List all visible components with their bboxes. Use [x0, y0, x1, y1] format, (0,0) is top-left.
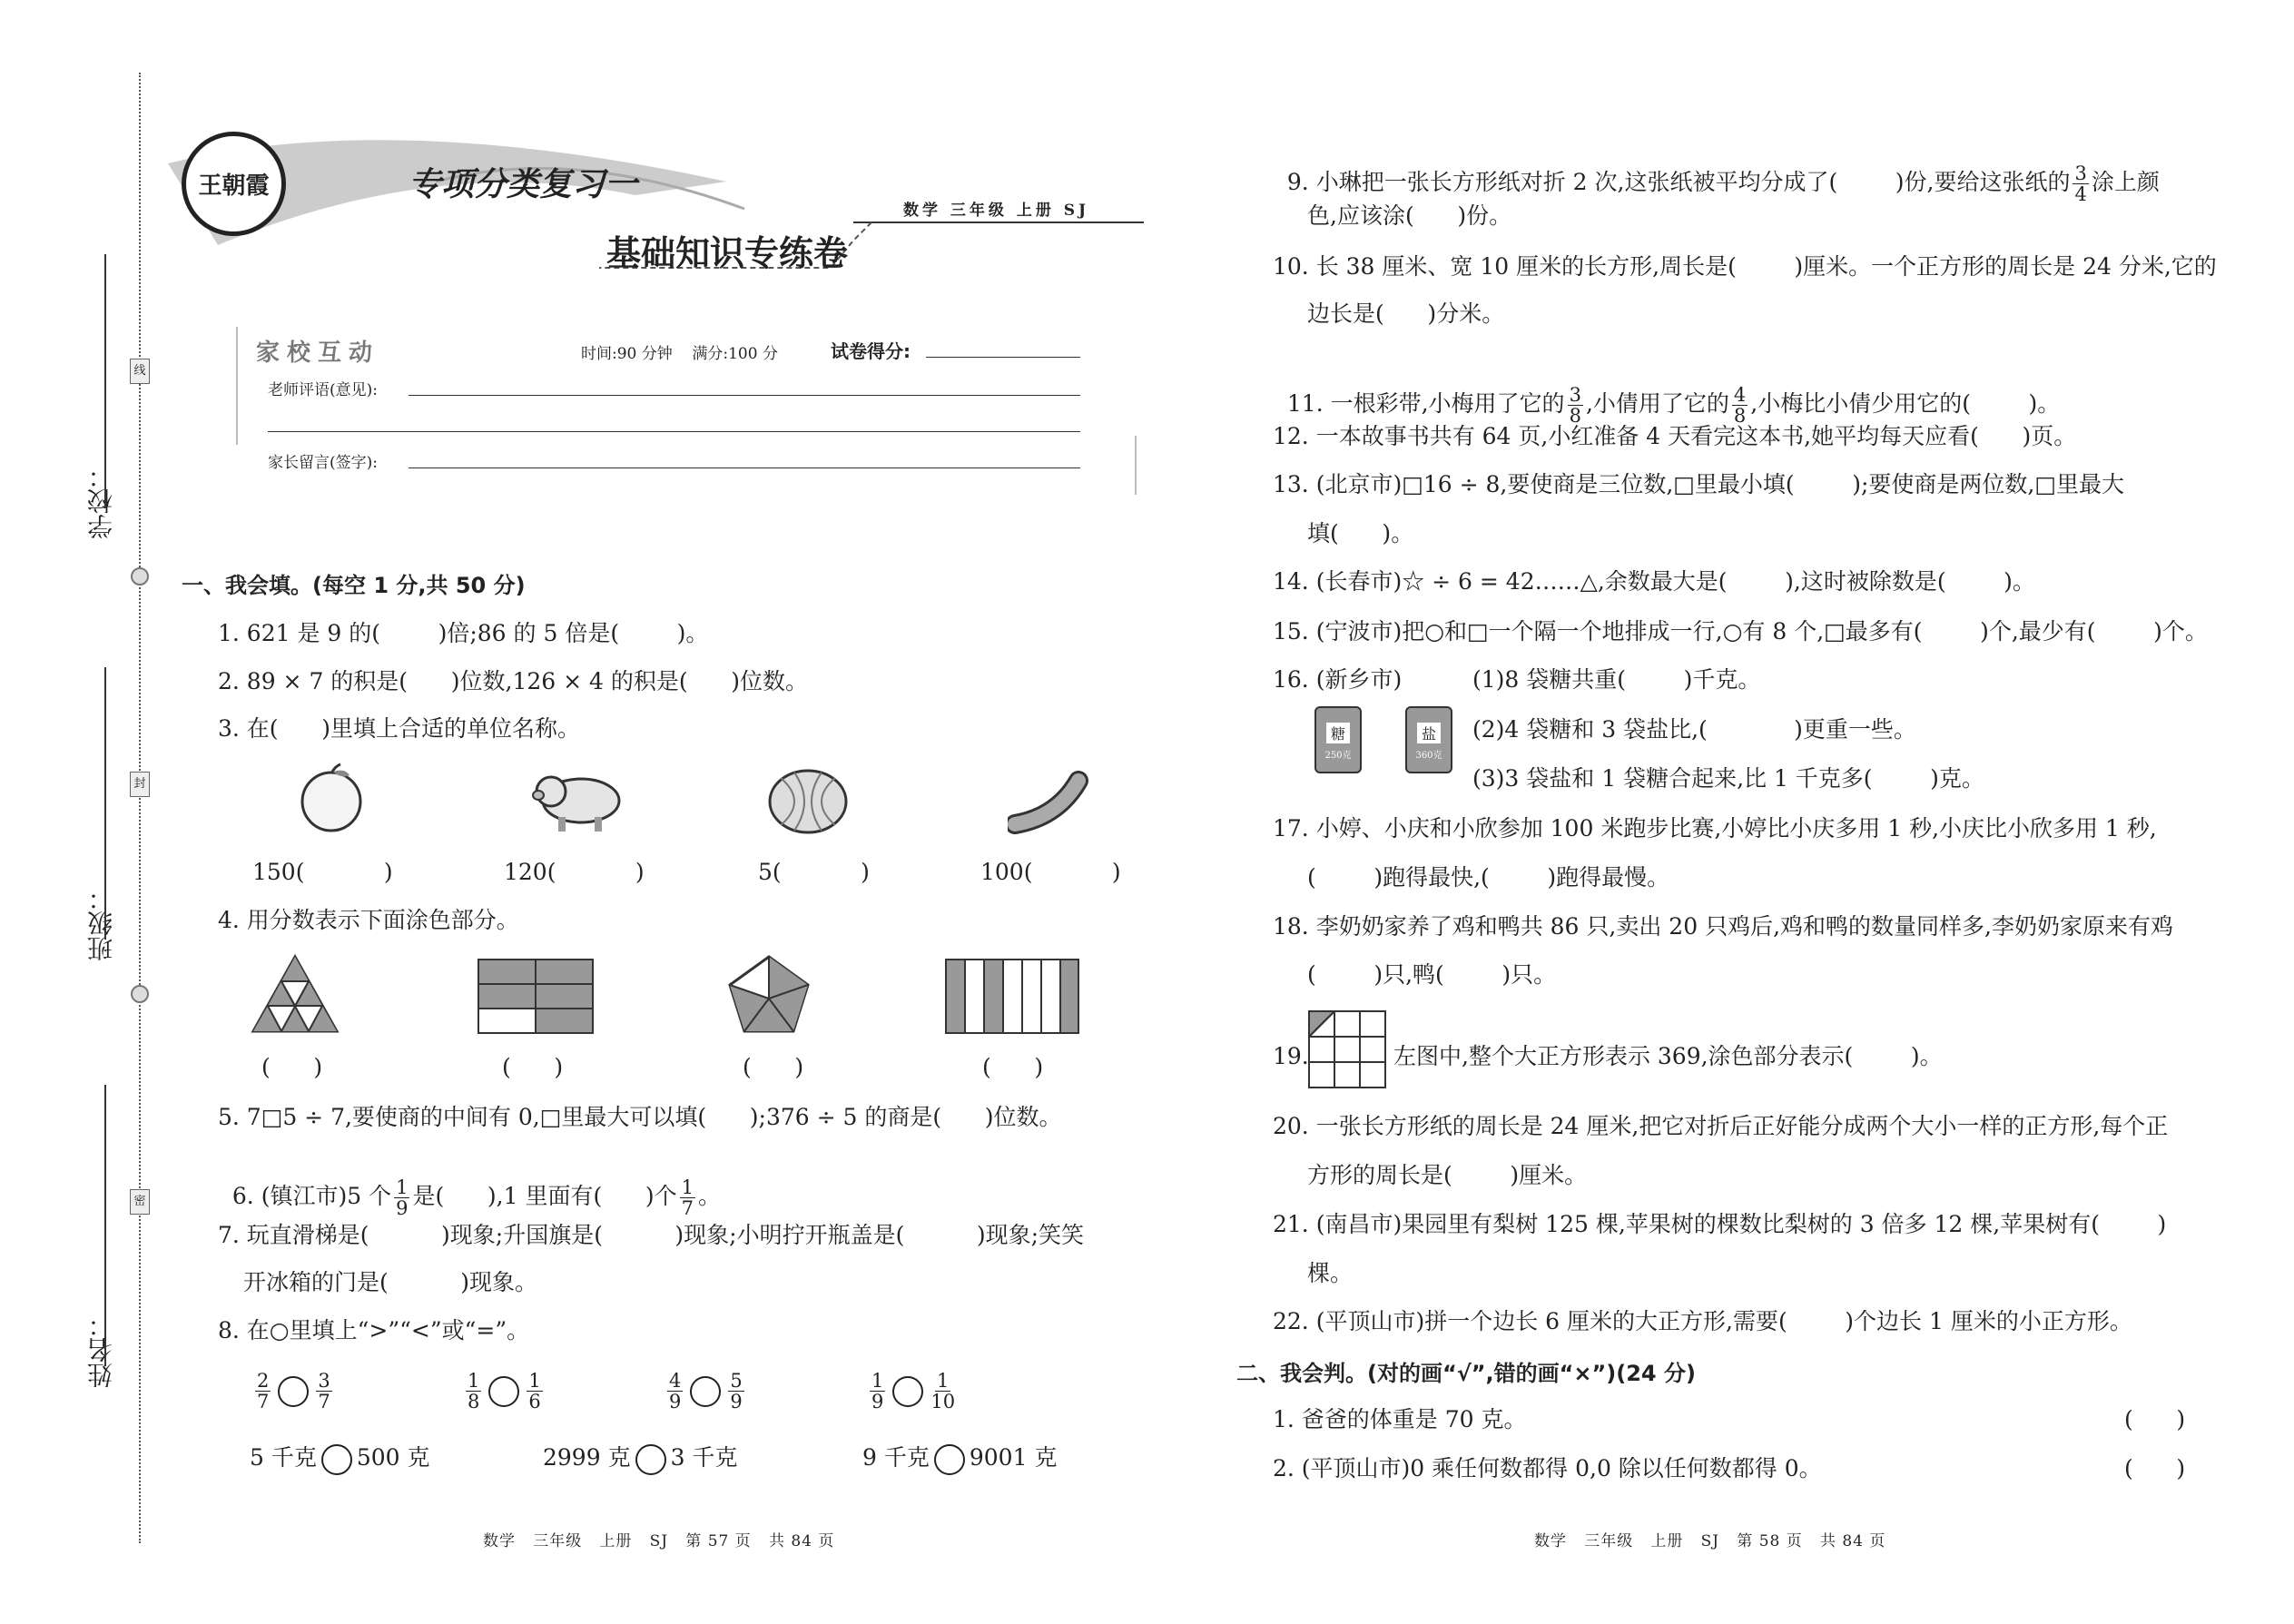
teacher-comment-line — [409, 395, 1080, 396]
watermelon-icon — [767, 767, 849, 835]
q6-text-b: 是( ),1 里面有( )个 — [412, 1183, 677, 1209]
compare-circle[interactable] — [635, 1444, 666, 1475]
question-16: 16. (新乡市) — [1273, 666, 1403, 693]
question-17a: 17. 小婷、小庆和小欣参加 100 米跑步比赛,小婷比小庆多用 1 秒,小庆比小欣多用 1 秒, — [1273, 815, 2157, 842]
question-20b: 方形的周长是( )厘米。 — [1307, 1162, 1588, 1188]
question-3: 3. 在( )里填上合适的单位名称。 — [218, 715, 580, 742]
apple-icon — [295, 761, 368, 833]
judge-2: 2. (平顶山市)0 乘任何数都得 0,0 除以任何数都得 0。 — [1273, 1455, 1822, 1481]
q8-unit-2: 2999 克 3 千克 — [543, 1443, 737, 1475]
q8-compare-2: $\frac{1}{8}$ $\frac{1}{6}$ — [468, 1370, 541, 1412]
question-6: 6. (镇江市)5 个 $\frac{1}{9}$ 是( ),1 里面有( )个 $\frac{1}{7}$ 。 — [231, 1176, 722, 1219]
question-9: 9. 小琳把一张长方形纸对折 2 次,这张纸被平均分成了( )份,要给这张纸的 $\frac{3}{4}$ 涂上颜 — [1286, 162, 2160, 205]
rectangle-figure — [477, 958, 595, 1035]
binding-tag: 封 — [130, 772, 150, 797]
salt-bag-icon — [1405, 706, 1452, 773]
logo-text: 王朝霞 — [198, 172, 270, 200]
q3-blank-pig: 120( ) — [504, 859, 645, 885]
compare-circle[interactable] — [892, 1376, 923, 1407]
question-19: 左图中,整个大正方形表示 369,涂色部分表示( )。 — [1393, 1043, 1943, 1069]
footer-left: 数学 三年级 上册 SJ 第 57 页 共 84 页 — [483, 1532, 835, 1550]
compare-circle[interactable] — [690, 1376, 721, 1407]
question-4: 4. 用分数表示下面涂色部分。 — [218, 907, 519, 933]
teacher-comment-label: 老师评语(意见): — [268, 381, 378, 399]
question-12: 12. 一本故事书共有 64 页,小红准备 4 天看完这本书,她平均每天应看( )页。 — [1273, 423, 2077, 449]
q6-fraction-b: $\frac{1}{7}$ — [681, 1176, 694, 1219]
question-2: 2. 89 × 7 的积是( )位数,126 × 4 的积是( )位数。 — [218, 668, 809, 694]
q4-blank: ( ) — [502, 1054, 564, 1080]
q6-fraction-a: $\frac{1}{9}$ — [396, 1176, 409, 1219]
stripes-figure — [944, 958, 1080, 1035]
question-18b: ( )只,鸭( )只。 — [1307, 961, 1557, 988]
question-15: 15. (宁波市)把○和□一个隔一个地排成一行,○有 8 个,□最多有( )个,最少有( )个。 — [1273, 618, 2208, 645]
subject-tag: 数学 三年级 上册 SJ — [903, 202, 1090, 220]
q9-fraction: $\frac{3}{4}$ — [2074, 162, 2087, 205]
box-border-right — [1135, 436, 1137, 495]
question-11: 11. 一根彩带,小梅用了它的 $\frac{3}{8}$ ,小倩用了它的 $\frac{4}{8}$ ,小梅比小倩少用它的( )。 — [1286, 384, 2061, 427]
section2-title: 二、我会判。(对的画“√”,错的画“×”)(24 分) — [1236, 1361, 1696, 1386]
q8-compare-4: $\frac{1}{9}$ $\frac{1}{10}$ — [871, 1370, 956, 1412]
class-line — [104, 667, 106, 940]
family-school-label: 家校互动 — [256, 340, 380, 367]
time-info: 时间:90 分钟 满分:100 分 — [581, 345, 778, 363]
score-blank — [926, 357, 1080, 358]
q6-text-a: 6. (镇江市)5 个 — [231, 1183, 392, 1209]
question-1: 1. 621 是 9 的( )倍;86 的 5 倍是( )。 — [218, 620, 709, 646]
q8-unit-3: 9 千克 9001 克 — [862, 1443, 1057, 1475]
judge-2-blank[interactable]: ( ) — [2124, 1455, 2186, 1481]
question-16-2: (2)4 袋糖和 3 袋盐比,( )更重一些。 — [1472, 716, 1916, 743]
binding-hole — [131, 985, 149, 1003]
q4-blank: ( ) — [982, 1054, 1044, 1080]
q19-grid-figure — [1307, 1009, 1387, 1089]
name-label: 姓名： — [86, 1312, 116, 1388]
sugar-bag-name: 糖 — [1326, 723, 1350, 743]
salt-bag-name: 盐 — [1417, 723, 1441, 743]
q8-unit-1: 5 千克 500 克 — [250, 1443, 430, 1475]
q3-blank-sausage: 100( ) — [980, 859, 1121, 885]
compare-circle[interactable] — [278, 1376, 309, 1407]
sugar-bag-weight: 250克 — [1324, 751, 1352, 761]
name-line — [104, 1085, 106, 1366]
sausage-icon — [1008, 763, 1089, 835]
logo-seal — [182, 132, 286, 236]
question-22: 22. (平顶山市)拼一个边长 6 厘米的大正方形,需要( )个边长 1 厘米的小正方形。 — [1273, 1308, 2132, 1334]
dotted-cut-line — [139, 73, 141, 1543]
q4-blank: ( ) — [743, 1054, 804, 1080]
question-13a: 13. (北京市)□16 ÷ 8,要使商是三位数,□里最小填( );要使商是两位数,□里最大 — [1273, 471, 2124, 497]
box-border-left — [236, 327, 238, 445]
family-school-box — [236, 327, 1144, 495]
binding-hole — [131, 567, 149, 586]
score-label: 试卷得分: — [831, 340, 911, 362]
q3-blank-apple: 150( ) — [252, 859, 393, 885]
parent-comment-label: 家长留言(签字): — [268, 454, 378, 472]
question-14: 14. (长春市)☆ ÷ 6 = 42……△,余数最大是( ),这时被除数是( )。 — [1273, 568, 2035, 595]
question-16-3: (3)3 袋盐和 1 袋糖合起来,比 1 千克多( )克。 — [1472, 765, 1984, 792]
question-18a: 18. 李奶奶家养了鸡和鸭共 86 只,卖出 20 只鸡后,鸡和鸭的数量同样多,李奶奶家原来有鸡 — [1273, 913, 2173, 940]
teacher-comment-line-2 — [268, 431, 1080, 432]
binding-margin — [0, 0, 145, 1624]
question-21b: 棵。 — [1307, 1260, 1354, 1286]
question-17b: ( )跑得最快,( )跑得最慢。 — [1307, 864, 1670, 891]
question-7b: 开冰箱的门是( )现象。 — [243, 1269, 537, 1295]
question-10b: 边长是( )分米。 — [1307, 300, 1505, 327]
q3-blank-watermelon: 5( ) — [758, 859, 870, 885]
binding-tag: 密 — [130, 1189, 150, 1215]
school-label: 学校： — [86, 463, 116, 539]
pig-icon — [531, 763, 631, 835]
salt-bag-weight: 360克 — [1415, 751, 1442, 761]
triangle-figure — [250, 953, 340, 1035]
pentagon-figure — [726, 953, 812, 1035]
q11-fraction-2: $\frac{4}{8}$ — [1733, 384, 1747, 427]
question-19-number: 19. — [1273, 1043, 1309, 1069]
compare-circle[interactable] — [488, 1376, 519, 1407]
q11-fraction-1: $\frac{3}{8}$ — [1569, 384, 1581, 427]
question-8: 8. 在○里填上“>”“<”或“=”。 — [218, 1317, 530, 1343]
judge-1: 1. 爸爸的体重是 70 克。 — [1273, 1406, 1527, 1432]
school-line — [104, 254, 106, 508]
judge-1-blank[interactable]: ( ) — [2124, 1406, 2186, 1432]
q8-compare-3: $\frac{4}{9}$ $\frac{5}{9}$ — [669, 1370, 743, 1412]
series-title: 专项分类复习一 — [409, 166, 638, 203]
main-title: 基础知识专练卷 — [606, 233, 849, 273]
question-21a: 21. (南昌市)果园里有梨树 125 棵,苹果树的棵数比梨树的 3 倍多 12 棵,苹果树有( ) — [1273, 1211, 2167, 1237]
q4-blank: ( ) — [261, 1054, 323, 1080]
q8-compare-1: $\frac{2}{7}$ $\frac{3}{7}$ — [257, 1370, 330, 1412]
binding-tag: 线 — [130, 359, 150, 384]
question-20a: 20. 一张长方形纸的周长是 24 厘米,把它对折后正好能分成两个大小一样的正方形,每个正 — [1273, 1113, 2169, 1139]
question-10a: 10. 长 38 厘米、宽 10 厘米的长方形,周长是( )厘米。一个正方形的周长是 24 分米,它的 — [1273, 253, 2217, 280]
question-13b: 填( )。 — [1307, 520, 1414, 546]
question-9c: 色,应该涂( )份。 — [1307, 202, 1512, 229]
compare-circle[interactable] — [934, 1444, 965, 1475]
compare-circle[interactable] — [321, 1444, 352, 1475]
footer-right: 数学 三年级 上册 SJ 第 58 页 共 84 页 — [1534, 1532, 1886, 1550]
question-5: 5. 7□5 ÷ 7,要使商的中间有 0,□里最大可以填( );376 ÷ 5 的商是( )位数。 — [218, 1104, 1062, 1130]
class-label: 班级： — [86, 885, 116, 961]
question-7a: 7. 玩直滑梯是( )现象;升国旗是( )现象;小明拧开瓶盖是( )现象;笑笑 — [218, 1222, 1084, 1248]
question-16-1: (1)8 袋糖共重( )千克。 — [1472, 666, 1761, 693]
section1-title: 一、我会填。(每空 1 分,共 50 分) — [182, 573, 526, 598]
sugar-bag-icon — [1314, 706, 1362, 773]
